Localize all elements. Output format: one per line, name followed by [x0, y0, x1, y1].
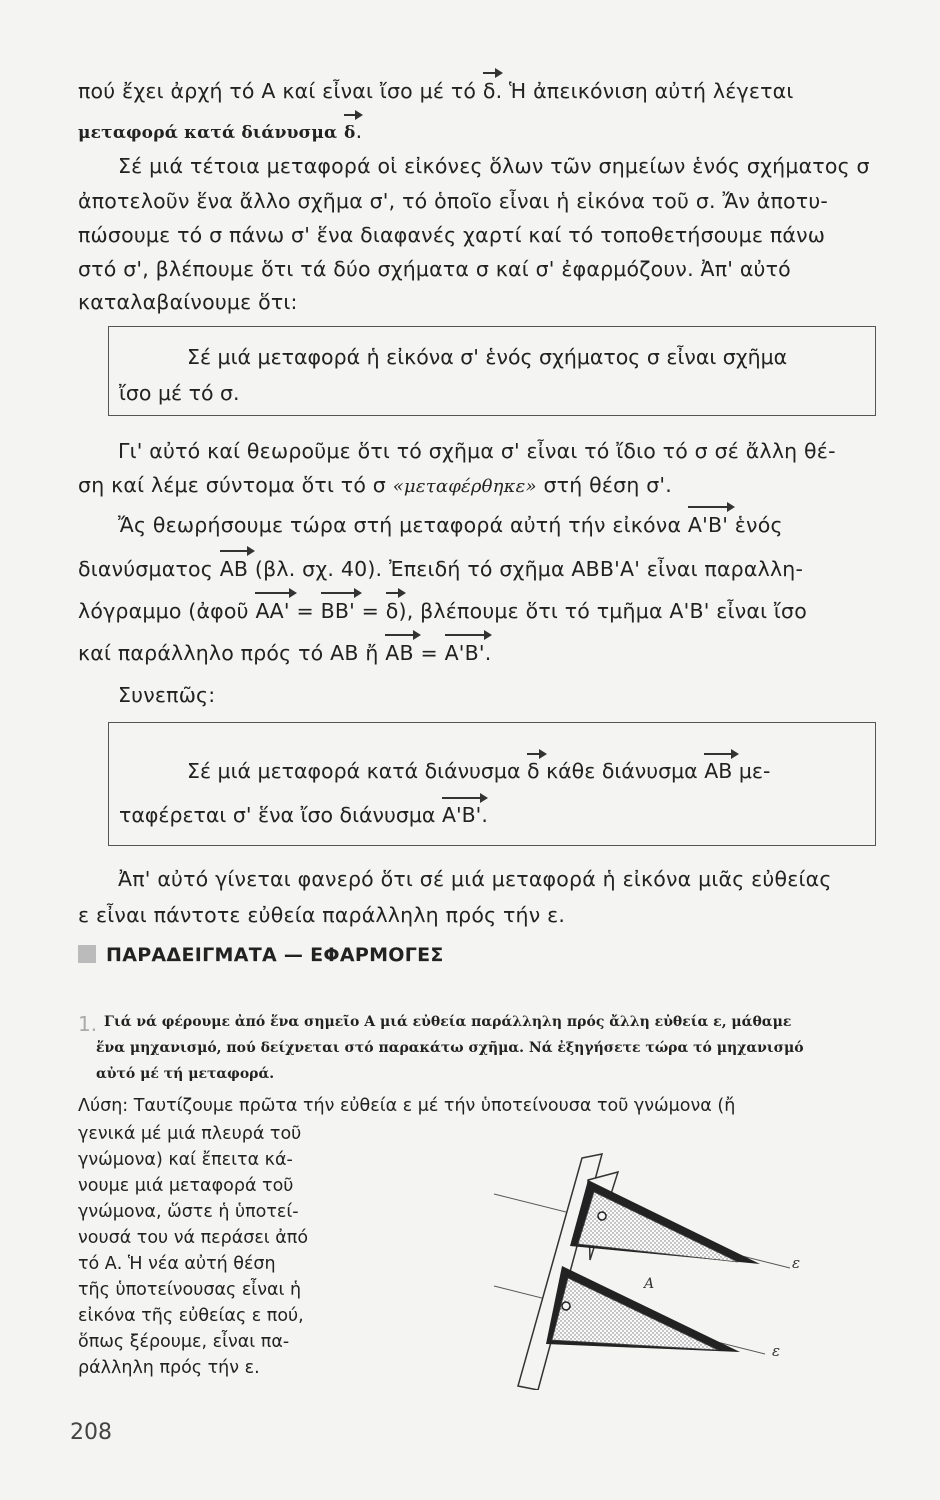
page-number: 208 — [70, 1420, 112, 1445]
text: ση καί λέμε σύντομα ὅτι τό σ — [78, 473, 386, 497]
solution-first-line: Λύση: Ταυτίζουμε πρῶτα τήν εὐθεία ε μέ τήν ὑποτείνουσα τοῦ γνώμονα (ἤ — [78, 1096, 736, 1116]
set-square-top-inner — [578, 1192, 738, 1262]
para2-line4: στό σ', βλέπουμε ὅτι τά δύο σχήματα σ καί σ' ἐφαρμόζουν. Ἀπ' αὐτό — [78, 257, 791, 281]
theorem-box-1 — [108, 326, 876, 416]
para2-line1: Σέ μιά τέτοια μεταφορά οἱ εἰκόνες ὅλων τῶν σημείων ἑνός σχήματος σ — [118, 154, 870, 178]
para5-line1: Ἀπ' αὐτό γίνεται φανερό ὅτι σέ μιά μεταφορά ἡ εἰκόνα μιᾶς εὐθείας — [118, 867, 832, 891]
label-A: A — [644, 1276, 655, 1292]
example-line3: αὐτό μέ τή μεταφορά. — [96, 1066, 275, 1082]
solution-line: ράλληλη πρός τήν ε. — [78, 1358, 260, 1378]
text: ), βλέπουμε ὅτι τό τμῆμα Α'Β' εἶναι ἴσο — [398, 599, 807, 623]
vector-BB': ΒΒ' — [320, 599, 355, 623]
para2-line2: ἀποτελοῦν ἕνα ἄλλο σχῆμα σ', τό ὁποῖο εἶναι ἡ εἰκόνα τοῦ σ. Ἄν ἀποτυ- — [78, 189, 828, 213]
hole-icon — [562, 1302, 570, 1310]
set-square-bottom-inner — [552, 1278, 718, 1350]
text: . — [355, 119, 363, 143]
vector-AB: ΑΒ — [219, 557, 249, 581]
vector-A'B': Α'Β' — [444, 641, 485, 665]
solution-line: τῆς ὑποτείνουσας εἶναι ἡ — [78, 1280, 302, 1300]
solution-line: νουμε μιά μεταφορά τοῦ — [78, 1176, 294, 1196]
para1-line2 — [78, 118, 362, 146]
para2-line5: καταλαβαίνουμε ὅτι: — [78, 290, 298, 314]
vector-A'B': Α'Β' — [441, 803, 482, 827]
text: διανύσματος — [78, 557, 213, 581]
equals: = — [361, 599, 380, 623]
vector-AB: ΑΒ — [385, 641, 414, 665]
solution-line: τό Α. Ἡ νέα αὐτή θέση — [78, 1254, 276, 1274]
text: λόγραμμο (ἀφοῦ — [78, 599, 249, 623]
text: καί παράλληλο πρός τό ΑΒ ἤ — [78, 641, 379, 665]
label-e-top: ε — [792, 1254, 801, 1272]
para4-line3 — [78, 598, 807, 624]
text: με- — [738, 759, 771, 783]
para4-line1 — [118, 512, 783, 538]
solution-line: εἰκόνα τῆς εὐθείας ε πού, — [78, 1306, 304, 1326]
text: κάθε διάνυσμα — [546, 759, 698, 783]
conclusion-label: Συνεπῶς: — [118, 683, 216, 707]
text: (βλ. σχ. 40). Ἐπειδή τό σχῆμα ΑΒΒ'Α' εἶναι παραλλη- — [254, 557, 804, 581]
solution-line: ὅπως ξέρουμε, εἶναι πα- — [78, 1332, 290, 1352]
example-line1: Γιά νά φέρουμε ἀπό ἕνα σημεῖο Α μιά εὐθεία παράλληλη πρός ἄλλη εὐθεία ε, μάθαμε — [104, 1014, 792, 1030]
para4-line4 — [78, 640, 491, 666]
equals: = — [420, 641, 438, 665]
theorem-box-2 — [108, 722, 876, 846]
quoted-italic: «μεταφέρθηκε» — [392, 476, 537, 497]
equals: = — [296, 599, 314, 623]
text: Σέ μιά μεταφορά κατά διάνυσμα — [187, 759, 521, 783]
vector-AA': ΑΑ' — [255, 599, 290, 623]
heading-text: ΠΑΡΑΔΕΙΓΜΑΤΑ — ΕΦΑΡΜΟΓΕΣ — [106, 944, 444, 966]
box2-line2 — [119, 803, 488, 827]
solution-line: γενικά μέ μιά πλευρά τοῦ — [78, 1124, 302, 1144]
set-square-figure — [490, 1150, 850, 1390]
para4-line2 — [78, 556, 803, 582]
text: Ἄς θεωρήσουμε τώρα στή μεταφορά αὐτή τήν εἰκόνα — [118, 513, 682, 537]
para5-line2: ε εἶναι πάντοτε εὐθεία παράλληλη πρός τήν ε. — [78, 903, 566, 927]
example-line2: ἕνα μηχανισμό, πού δείχνεται στό παρακάτω σχῆμα. Νά ἐξηγήσετε τώρα τό μηχανισμό — [96, 1040, 804, 1056]
vector-delta: δ — [527, 759, 540, 783]
text: ταφέρεται σ' ἕνα ἴσο διάνυσμα — [119, 803, 436, 827]
vector-delta: δ — [385, 599, 399, 623]
text: πού ἔχει ἀρχή τό Α καί εἶναι ἴσο μέ τό — [78, 79, 477, 103]
para2-line3: πώσουμε τό σ πάνω σ' ἕνα διαφανές χαρτί καί τό τοποθετήσουμε πάνω — [78, 223, 826, 247]
box2-line1 — [187, 759, 770, 783]
label-e-bottom: ε — [772, 1342, 781, 1360]
vector-delta: δ — [482, 79, 496, 103]
text: ἑνός — [734, 513, 783, 537]
solution-line: νουσά του νά περάσει ἀπό — [78, 1228, 309, 1248]
solution-line: γνώμονα) καί ἔπειτα κά- — [78, 1150, 293, 1170]
para1-line1 — [78, 78, 794, 104]
text: . — [481, 803, 488, 827]
box1-line2: ἴσο μέ τό σ. — [119, 381, 240, 405]
section-heading — [78, 944, 444, 966]
definition-term: μεταφορά κατά διάνυσμα — [78, 123, 338, 143]
solution-line: γνώμονα, ὥστε ἡ ὑποτεί- — [78, 1202, 299, 1222]
text: . Ἡ ἀπεικόνιση αὐτή λέγεται — [495, 79, 794, 103]
text: . — [484, 641, 492, 665]
vector-A'B': Α'Β' — [687, 513, 729, 537]
box1-line1: Σέ μιά μεταφορά ἡ εἰκόνα σ' ἑνός σχήματος σ εἶναι σχῆμα — [187, 345, 788, 369]
hole-icon — [598, 1212, 606, 1220]
example-number: 1. — [78, 1012, 98, 1036]
heading-square-icon — [78, 945, 96, 963]
vector-delta: δ — [344, 120, 356, 146]
para3-line2 — [78, 472, 672, 500]
text: στή θέση σ'. — [543, 473, 672, 497]
para3-line1: Γι' αὐτό καί θεωροῦμε ὅτι τό σχῆμα σ' εἶναι τό ἴδιο τό σ σέ ἄλλη θέ- — [118, 439, 836, 463]
vector-AB: ΑΒ — [704, 759, 733, 783]
